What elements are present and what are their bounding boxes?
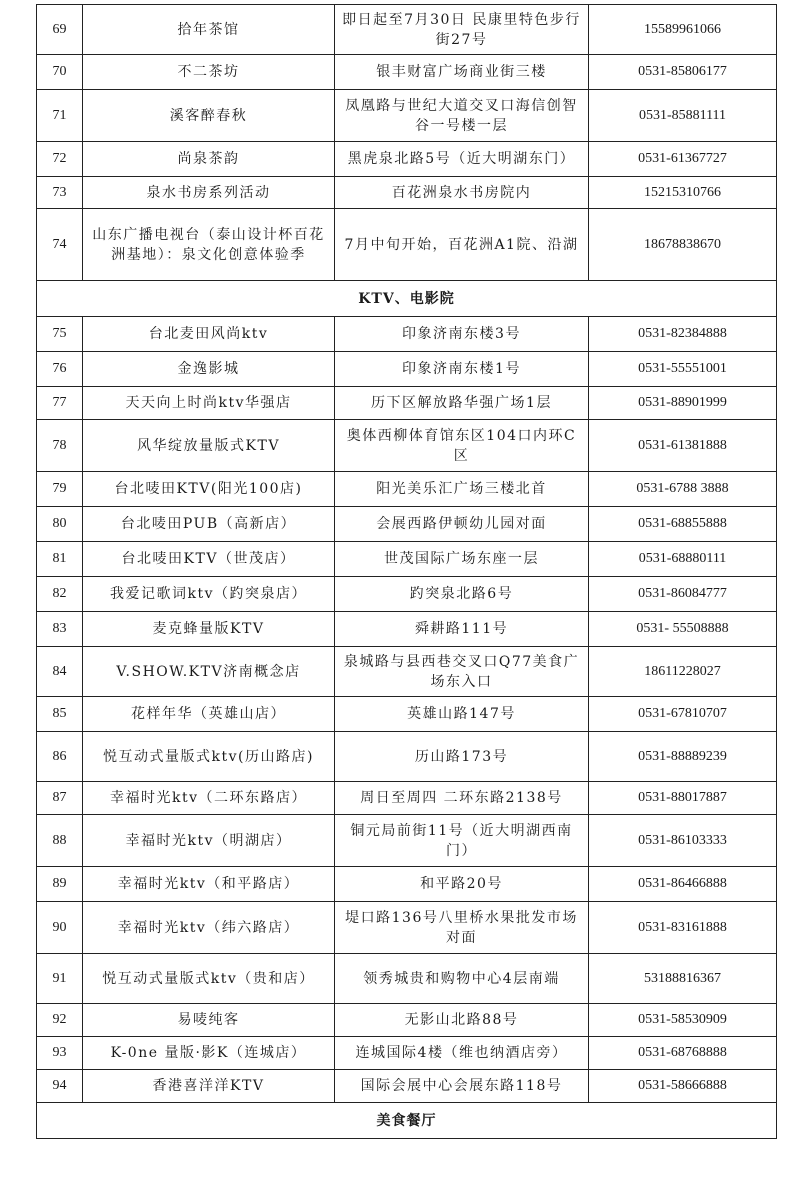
table-row: [37, 612, 777, 647]
venue-address: 黑虎泉北路5号（近大明湖东门）: [335, 142, 589, 177]
venue-phone: 0531-55551001: [589, 352, 777, 387]
row-number: 91: [37, 954, 83, 1004]
venue-address: 英雄山路147号: [335, 697, 589, 732]
row-number: 92: [37, 1004, 83, 1037]
table-row: [37, 1004, 777, 1037]
venue-address: 堤口路136号八里桥水果批发市场对面: [335, 902, 589, 954]
table-row: [37, 815, 777, 867]
venue-name: 花样年华（英雄山店）: [83, 697, 335, 732]
venue-address: 银丰财富广场商业街三楼: [335, 55, 589, 90]
venue-phone: 0531-6788 3888: [589, 472, 777, 507]
venue-name: 台北唛田KTV(阳光100店): [83, 472, 335, 507]
table-row: [37, 732, 777, 782]
venue-name: 易唛纯客: [83, 1004, 335, 1037]
venue-phone: 0531-88901999: [589, 387, 777, 420]
row-number: 77: [37, 387, 83, 420]
venue-phone: 18611228027: [589, 647, 777, 697]
table-row: [37, 142, 777, 177]
row-number: 69: [37, 5, 83, 55]
row-number: 71: [37, 90, 83, 142]
venue-name: 天天向上时尚ktv华强店: [83, 387, 335, 420]
table-row: [37, 177, 777, 209]
venue-address: 历下区解放路华强广场1层: [335, 387, 589, 420]
venue-table: [36, 4, 777, 1139]
venue-phone: 0531-68768888: [589, 1037, 777, 1070]
table-row: [37, 647, 777, 697]
venue-phone: 0531-83161888: [589, 902, 777, 954]
venue-name: 幸福时光ktv（和平路店）: [83, 867, 335, 902]
table-row: [37, 209, 777, 281]
venue-address: 泉城路与县西巷交叉口Q77美食广场东入口: [335, 647, 589, 697]
venue-address: 无影山北路88号: [335, 1004, 589, 1037]
venue-name: 麦克蜂量版KTV: [83, 612, 335, 647]
row-number: 74: [37, 209, 83, 281]
table-row: [37, 697, 777, 732]
venue-address: 7月中旬开始，百花洲A1院、沿湖: [335, 209, 589, 281]
table-row: [37, 55, 777, 90]
venue-address: 即日起至7月30日 民康里特色步行街27号: [335, 5, 589, 55]
venue-address: 和平路20号: [335, 867, 589, 902]
row-number: 84: [37, 647, 83, 697]
venue-name: 溪客醉春秋: [83, 90, 335, 142]
table-row: [37, 420, 777, 472]
row-number: 89: [37, 867, 83, 902]
row-number: 83: [37, 612, 83, 647]
venue-phone: 0531-88017887: [589, 782, 777, 815]
venue-phone: 0531-58530909: [589, 1004, 777, 1037]
table-row: [37, 902, 777, 954]
row-number: 90: [37, 902, 83, 954]
venue-address: 铜元局前街11号（近大明湖西南门）: [335, 815, 589, 867]
row-number: 73: [37, 177, 83, 209]
row-number: 85: [37, 697, 83, 732]
venue-name: 风华绽放量版式KTV: [83, 420, 335, 472]
table-row: [37, 387, 777, 420]
venue-phone: 0531-86466888: [589, 867, 777, 902]
venue-name: 幸福时光ktv（二环东路店）: [83, 782, 335, 815]
ktv-venue-rows: [37, 317, 777, 1103]
venue-address: 领秀城贵和购物中心4层南端: [335, 954, 589, 1004]
venue-phone: 0531-61381888: [589, 420, 777, 472]
venue-name: K-0ne 量版·影K（连城店）: [83, 1037, 335, 1070]
venue-address: 百花洲泉水书房院内: [335, 177, 589, 209]
table-row: [37, 352, 777, 387]
table-row: [37, 5, 777, 55]
section-food: [37, 1103, 777, 1139]
row-number: 75: [37, 317, 83, 352]
venue-phone: 15215310766: [589, 177, 777, 209]
venue-name: 幸福时光ktv（纬六路店）: [83, 902, 335, 954]
venue-address: 阳光美乐汇广场三楼北首: [335, 472, 589, 507]
venue-phone: 0531-68880111: [589, 542, 777, 577]
venue-name: V.SHOW.KTV济南概念店: [83, 647, 335, 697]
row-number: 87: [37, 782, 83, 815]
venue-phone: 0531-61367727: [589, 142, 777, 177]
row-number: 93: [37, 1037, 83, 1070]
table-row: [37, 317, 777, 352]
row-number: 72: [37, 142, 83, 177]
venue-address: 世茂国际广场东座一层: [335, 542, 589, 577]
venue-phone: 18678838670: [589, 209, 777, 281]
venue-phone: 0531-82384888: [589, 317, 777, 352]
venue-name: 台北唛田PUB（高新店）: [83, 507, 335, 542]
venue-name: 香港喜洋洋KTV: [83, 1070, 335, 1103]
venue-phone: 0531- 55508888: [589, 612, 777, 647]
venue-name: 尚泉茶韵: [83, 142, 335, 177]
section-heading-food: 美食餐厅: [37, 1103, 777, 1139]
venue-phone: 0531-67810707: [589, 697, 777, 732]
venue-phone: 0531-86084777: [589, 577, 777, 612]
venue-phone: 0531-86103333: [589, 815, 777, 867]
row-number: 82: [37, 577, 83, 612]
table-row: [37, 507, 777, 542]
venue-address: 历山路173号: [335, 732, 589, 782]
row-number: 78: [37, 420, 83, 472]
venue-name: 泉水书房系列活动: [83, 177, 335, 209]
venue-phone: 0531-68855888: [589, 507, 777, 542]
venue-name: 台北麦田风尚ktv: [83, 317, 335, 352]
venue-address: 连城国际4楼（维也纳酒店旁）: [335, 1037, 589, 1070]
venue-name: 金逸影城: [83, 352, 335, 387]
venue-phone: 0531-85881111: [589, 90, 777, 142]
venue-address: 奥体西柳体育馆东区104口内环C区: [335, 420, 589, 472]
venue-phone: 53188816367: [589, 954, 777, 1004]
section-ktv: [37, 281, 777, 317]
venue-name: 台北唛田KTV（世茂店）: [83, 542, 335, 577]
table-row: [37, 90, 777, 142]
venue-phone: 0531-88889239: [589, 732, 777, 782]
venue-address: 凤凰路与世纪大道交叉口海信创智谷一号楼一层: [335, 90, 589, 142]
venue-address: 舜耕路111号: [335, 612, 589, 647]
table-row: [37, 472, 777, 507]
table-row: [37, 782, 777, 815]
table-row: [37, 1070, 777, 1103]
venue-name: 不二茶坊: [83, 55, 335, 90]
venue-name: 山东广播电视台（泰山设计杯百花洲基地）：泉文化创意体验季: [83, 209, 335, 281]
venue-name: 悦互动式量版式ktv(历山路店): [83, 732, 335, 782]
table-row: [37, 1037, 777, 1070]
venue-phone: 15589961066: [589, 5, 777, 55]
venue-name: 我爱记歌词ktv（趵突泉店）: [83, 577, 335, 612]
venue-address: 趵突泉北路6号: [335, 577, 589, 612]
table-row: [37, 867, 777, 902]
table-row: [37, 542, 777, 577]
row-number: 80: [37, 507, 83, 542]
section-heading-ktv: KTV、电影院: [37, 281, 777, 317]
table-row: [37, 954, 777, 1004]
row-number: 81: [37, 542, 83, 577]
table-row: [37, 577, 777, 612]
venue-name: 悦互动式量版式ktv（贵和店）: [83, 954, 335, 1004]
venue-name: 幸福时光ktv（明湖店）: [83, 815, 335, 867]
row-number: 76: [37, 352, 83, 387]
row-number: 70: [37, 55, 83, 90]
venue-address: 国际会展中心会展东路118号: [335, 1070, 589, 1103]
venue-list-page: [36, 4, 776, 1139]
venue-phone: 0531-85806177: [589, 55, 777, 90]
venue-address: 印象济南东楼1号: [335, 352, 589, 387]
row-number: 79: [37, 472, 83, 507]
venue-address: 印象济南东楼3号: [335, 317, 589, 352]
venue-address: 会展西路伊顿幼儿园对面: [335, 507, 589, 542]
venue-address: 周日至周四 二环东路2138号: [335, 782, 589, 815]
tea-venue-rows: [37, 5, 777, 281]
venue-phone: 0531-58666888: [589, 1070, 777, 1103]
venue-name: 拾年茶馆: [83, 5, 335, 55]
row-number: 88: [37, 815, 83, 867]
row-number: 94: [37, 1070, 83, 1103]
row-number: 86: [37, 732, 83, 782]
